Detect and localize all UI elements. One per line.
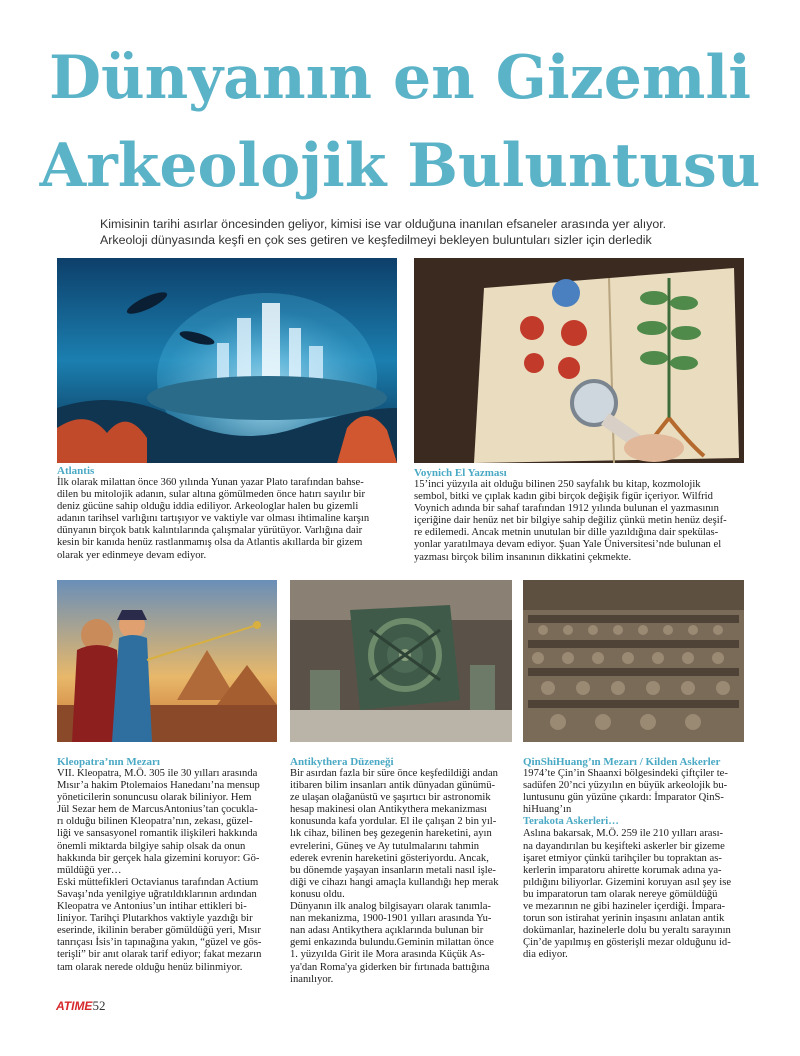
antikythera-text: Bir asırdan fazla bir süre önce keşfedildiği andan itibaren bilim insanları antik dünyadan günümü- ze ulaşan olağanüstü ve şaşırtıcı bir astronomik hesap makinesi olan Antikythera mekanizması konusunda kafa yordular. El ile çalışan 2 bin yıl- lık cihaz, bilinen beş gezegenin hareketini, ayın evrelerini, Güneş ve Ay tutulmalarını tahmin ederek evrenin hareketini gösteriyordu. Ancak, bu dönemde yaşayan insanların metali nasıl işle- diği ve cihazı hangi amaçla kullandığı hep merak konusu oldu. Dünyanın ilk analog bilgisayarı olarak tanımla- nan mekanizma, 1900-1901 yılları arasında Yu- nan adası Antikythera açıklarında bulunan bir gemi enkazında bulundu.Geminin milattan önce 1. yüzyılda Girit ile Mora arasında Küçük As- ya'dan Roma'ya giderken bir fırtınada battığına inanılıyor. <box>290 768 499 985</box>
atlantis-caption: Atlantis <box>57 465 95 477</box>
atlantis-image <box>57 258 397 463</box>
page-title-line-2: Arkeolojik Buluntusu <box>39 131 761 201</box>
page-number: 52 <box>92 998 106 1013</box>
kleopatra-caption: Kleopatra’nın Mezarı <box>57 756 160 768</box>
subtitle-line-2: Arkeoloji dünyasında keşfi en çok ses getiren ve keşfedilmeyi bekleyen buluntuları sizler için derledik <box>100 233 652 247</box>
voynich-image <box>414 258 744 463</box>
page-subtitle <box>100 216 720 248</box>
qinshihuang-caption: QinShiHuang’ın Mezarı / Kilden Askerler <box>523 756 721 768</box>
antikythera-image <box>290 580 512 742</box>
kleopatra-text: VII. Kleopatra, M.Ö. 305 ile 30 yılları arasında Mısır’a hakim Ptolemaios Hanedanı’na mensup yöneticilerin sonuncusu olarak biliniyor. Hem Jül Sezar hem de MarcusAntonius’tan çocukla- rı olduğu bilinen Kleopatra’nın, zekası, güzel- liği ve sansasyonel romantik ilişkileri hakkında önemli miktarda bilgiye sahip olsak da onun hakkında bir gerçek hala gizemini koruyor: Gö- müldüğü yer… Eski müttefikleri Octavianus tarafından Actium Savaşı’nda yenilgiye uğratıldıklarının ardından Kleopatra ve Antonius’un intihar ettikleri bi- liniyor. Tarihçi Plutarkhos vaktiyle yazdığı bir eserinde, ikilinin beraber gömüldüğü yeri, Mısır tanrıçası İsis’in tapınağına yakın, “güzel ve gös- terişli” bir anıt olarak tarif ediyor; fakat mezarın tam olarak nerede olduğu henüz bilinmiyor. <box>57 768 262 973</box>
terakota-caption: Terakota Askerleri… <box>523 816 619 828</box>
atlantis-text: İlk olarak milattan önce 360 yılında Yunan yazar Plato tarafından bahse- dilen bu mitolojik adanın, sular altına gömülmeden önce hatırı sayılır bir deniz gücüne sahip olduğu iddia ediliyor. Arkeologlar halen bu gizemli adanın tarihsel varlığını tartışıyor ve vaktiyle var olması ihtimaline karşın dünyanın birçok batık kalıntılarında çalışmalar yürütüyor. Varlığına dair kesin bir kanıda henüz rastlanmamış olsa da Atlantis akıllarda bir gizem olarak yer edinmeye devam ediyor. <box>57 477 370 561</box>
qinshihuang-text-part-2: Aslına bakarsak, M.Ö. 259 ile 210 yılları arası- na dayandırılan bu keşifteki askerler bir gizeme işaret etmiyor çünkü tarihçiler bu topraktan as- kerlerin imparatoru ahirette korumak adına ya- pıldığını biliyorlar. Gizemini koruyan asıl şey ise bu imparatorun tam olarak nereye gömüldüğü ve mezarının ne gibi hazineler içerdiği. İmpara- torun son istirahat yerinin inşasını anlatan antik dokümanlar, hazinelerle dolu bu yeraltı sarayının Çin’de yapılmış en gösterişli mezar olduğunu id- dia ediyor. <box>523 828 732 961</box>
terracotta-army-image <box>523 580 744 742</box>
voynich-text: 15’inci yüzyıla ait olduğu bilinen 250 sayfalık bu kitap, kozmolojik sembol, bitki ve çıplak kadın gibi birçok değişik figür içeriyor. Wilfrid Voynich adında bir sahaf tarafından 1912 yılında bulunan el yazmasının içeriğine dair henüz net bir bilgiye sahip değiliz çünkü metin henüz deşif- re edilemedi. Ancak metnin unutulan bir dille yazıldığına dair spekülas- yonlar yaratılmaya devam ediyor. Şuan Yale Üniversitesi’nde bulunan el yazması birçok bilim insanının dikkatini çekmekte. <box>414 479 727 563</box>
qinshihuang-text <box>523 768 745 962</box>
page-footer <box>56 998 105 1014</box>
page-title-line-1: Dünyanın en Gizemli <box>49 43 751 113</box>
magazine-logo: ATIME <box>56 999 93 1013</box>
subtitle-line-1: Kimisinin tarihi asırlar öncesinden geliyor, kimisi ise var olduğuna inanılan efsaneler arasında yer alıyor. <box>100 217 667 231</box>
voynich-caption: Voynich El Yazması <box>414 467 507 479</box>
kleopatra-image <box>57 580 277 742</box>
antikythera-caption: Antikythera Düzeneği <box>290 756 394 768</box>
qinshihuang-text-part-1: 1974’te Çin’in Shaanxi bölgesindeki çiftçiler te- sadüfen 20’nci yüzyılın en büyük arkeolojik bu- luntusunu gün yüzüne çıkardı: İmparator QinS- hiHuang’ın <box>523 768 728 816</box>
